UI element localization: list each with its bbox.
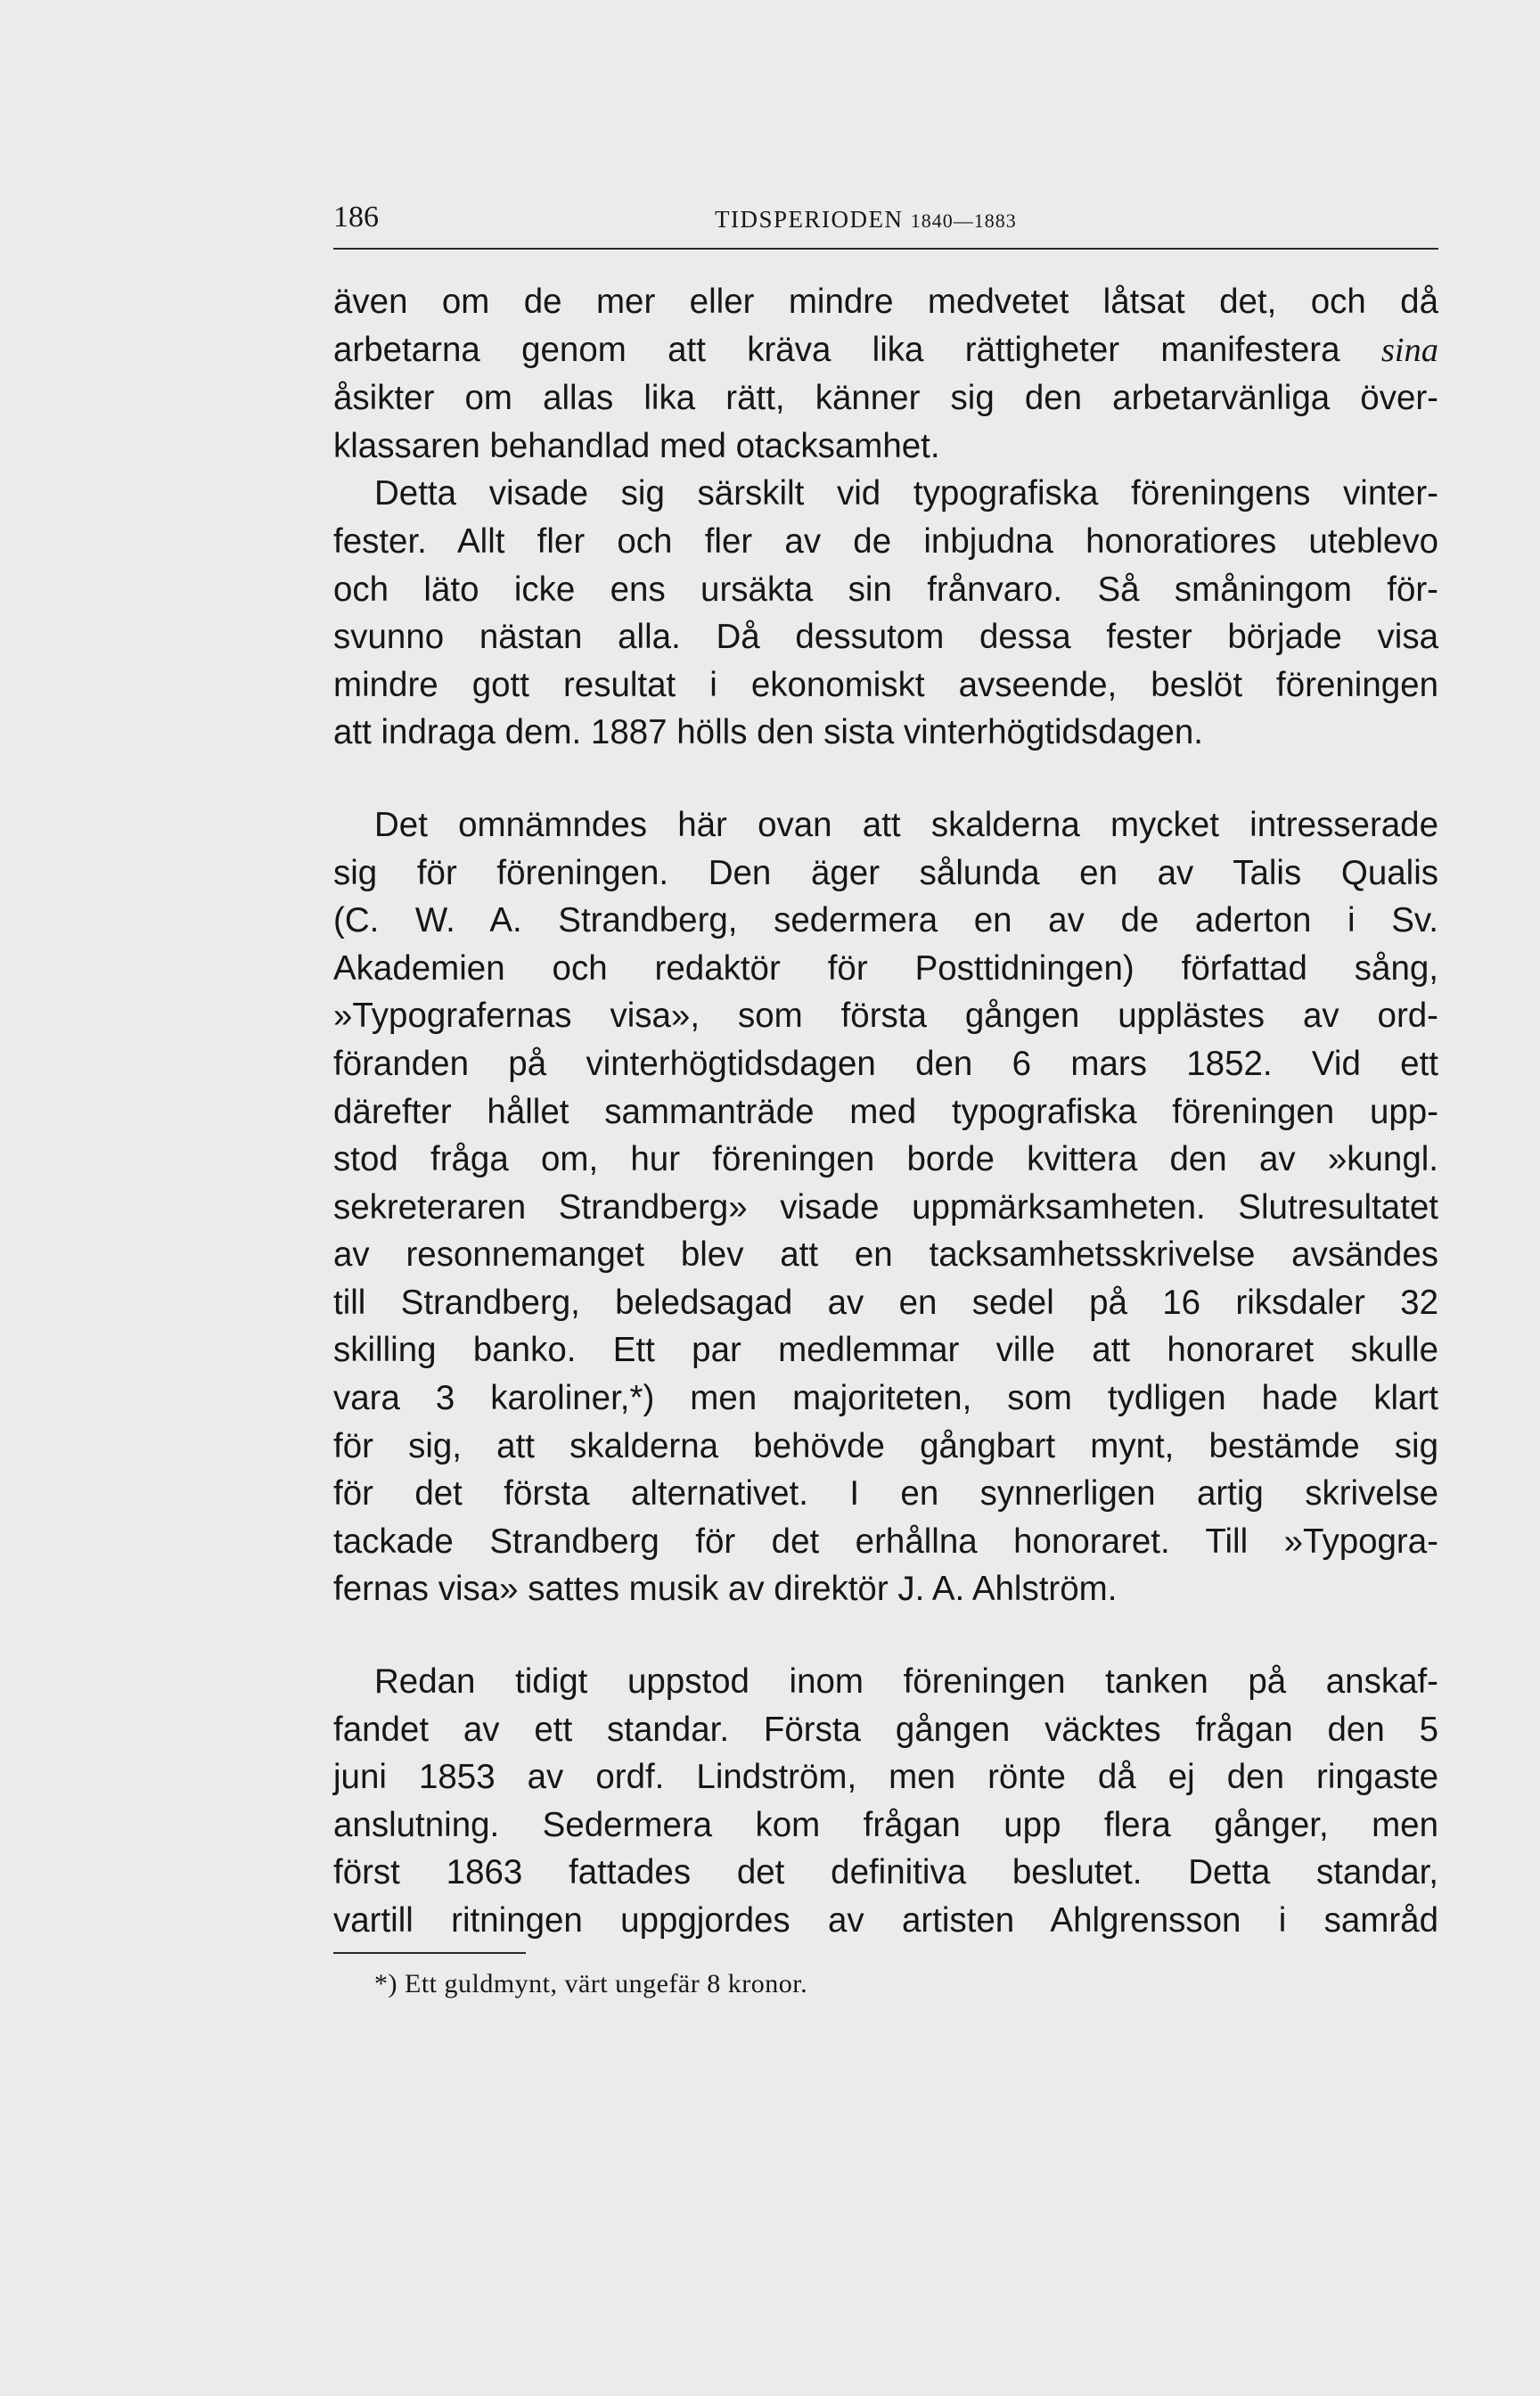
text-line: Redan tidigt uppstod inom föreningen tanken på anskaf-: [374, 1662, 1438, 1702]
paragraph-1: [333, 278, 1438, 470]
paragraph-2: [333, 470, 1438, 757]
text-line: tackade Strandberg för det erhållna honoraret. Till »Typogra-: [333, 1522, 1438, 1561]
text-line: klassaren behandlad med otacksamhet.: [333, 426, 940, 465]
text-line: anslutning. Sedermera kom frågan upp flera gånger, men: [333, 1805, 1438, 1844]
text-line: juni 1853 av ordf. Lindström, men rönte då ej den ringaste: [333, 1758, 1438, 1797]
body-text: [333, 278, 1438, 1945]
text-line: av resonnemanget blev att en tacksamhetsskrivelse avsändes: [333, 1235, 1438, 1275]
paragraph-gap: [333, 1613, 1438, 1658]
text-line: till Strandberg, beledsagad av en sedel på 16 riksdaler 32: [333, 1283, 1438, 1322]
paragraph-3: [333, 801, 1438, 1613]
text-line: Akademien och redaktör för Posttidningen) författad sång,: [333, 948, 1438, 988]
text-line: fester. Allt fler och fler av de inbjudna honoratiores uteblevo: [333, 521, 1438, 561]
running-years: 1840—1883: [910, 209, 1017, 232]
page-header: [333, 198, 1438, 250]
footnote: *) Ett guldmynt, värt ungefär 8 kronor.: [374, 1969, 808, 1998]
text-line: och läto icke ens ursäkta sin frånvaro. Så småningom för-: [333, 570, 1438, 609]
text-line: först 1863 fattades det definitiva beslutet. Detta standar,: [333, 1853, 1438, 1892]
text-line-part: arbetarna genom att kräva lika rättigheter manifestera: [333, 330, 1340, 369]
text-line: mindre gott resultat i ekonomiskt avseende, beslöt föreningen: [333, 665, 1438, 704]
text-line: stod fråga om, hur föreningen borde kvittera den av »kungl.: [333, 1140, 1438, 1179]
page-number: 186: [333, 201, 379, 234]
text-line: Detta visade sig särskilt vid typografiska föreningens vinter-: [374, 474, 1438, 513]
text-line: att indraga dem. 1887 hölls den sista vinterhögtidsdagen.: [333, 713, 1203, 752]
text-line: åsikter om allas lika rätt, känner sig den arbetarvänliga över-: [333, 379, 1438, 418]
text-line: skilling banko. Ett par medlemmar ville att honoraret skulle: [333, 1331, 1438, 1370]
running-title: TIDSPERIODEN: [715, 206, 904, 233]
text-line: för det första alternativet. I en synnerligen artig skrivelse: [333, 1474, 1438, 1514]
text-line: fandet av ett standar. Första gången väcktes frågan den 5: [333, 1710, 1438, 1749]
text-line: [333, 326, 1438, 375]
text-line: (C. W. A. Strandberg, sedermera en av de aderton i Sv.: [333, 901, 1438, 940]
text-line: sekreteraren Strandberg» visade uppmärksamheten. Slutresultatet: [333, 1187, 1438, 1227]
text-line: föranden på vinterhögtidsdagen den 6 mars 1852. Vid ett: [333, 1044, 1438, 1083]
text-line: svunno nästan alla. Då dessutom dessa fester började visa: [333, 618, 1438, 657]
emphasis-word: sina: [1380, 331, 1438, 369]
paragraph-4: [333, 1658, 1438, 1945]
text-line: »Typografernas visa», som första gången upplästes av ord-: [333, 997, 1438, 1036]
text-line: därefter hållet sammanträde med typografiska föreningen upp-: [333, 1092, 1438, 1131]
text-line: även om de mer eller mindre medvetet låtsat det, och då: [333, 283, 1438, 321]
footnote-rule: [333, 1952, 526, 1954]
running-head: [715, 201, 1017, 239]
text-line: Det omnämndes här ovan att skalderna mycket intresserade: [374, 805, 1438, 844]
text-line: fernas visa» sattes musik av direktör J. A. Ahlström.: [333, 1570, 1118, 1609]
paragraph-gap: [333, 757, 1438, 801]
text-line: vartill ritningen uppgjordes av artisten Ahlgrensson i samråd: [333, 1901, 1438, 1940]
text-line: för sig, att skalderna behövde gångbart mynt, bestämde sig: [333, 1426, 1438, 1465]
text-line: vara 3 karoliner,*) men majoriteten, som tydligen hade klart: [333, 1379, 1438, 1418]
text-line: sig för föreningen. Den äger sålunda en av Talis Qualis: [333, 853, 1438, 892]
